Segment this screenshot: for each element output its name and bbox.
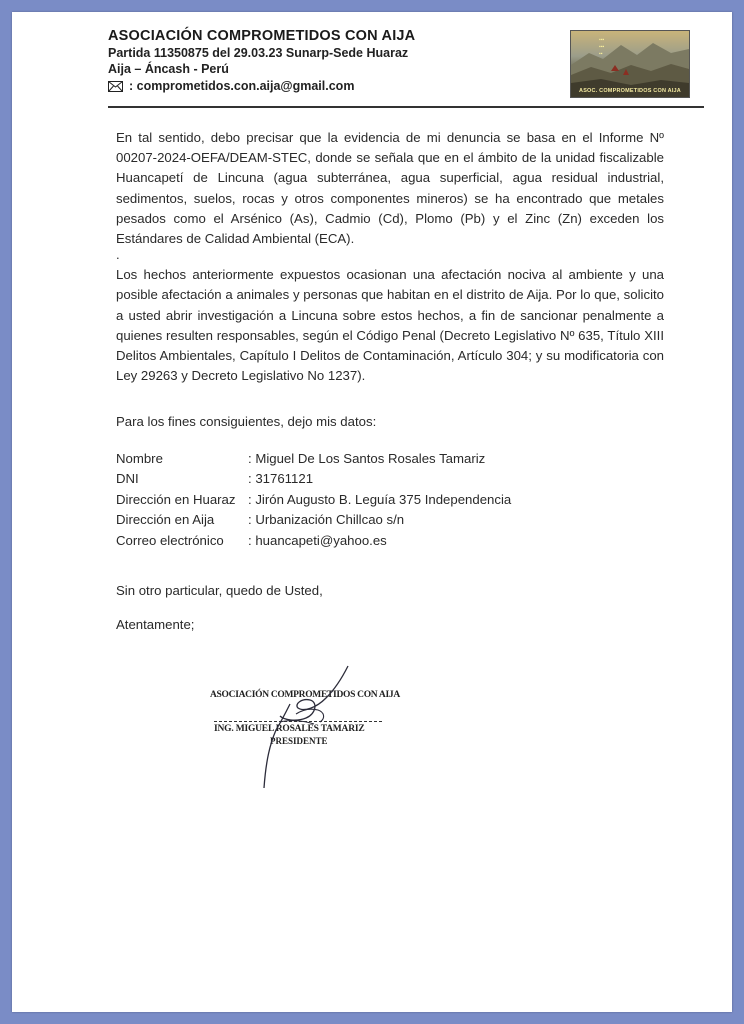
email-text: : comprometidos.con.aija@gmail.com (129, 79, 355, 93)
paragraph-evidence: En tal sentido, debo precisar que la evidencia de mi denuncia se basa en el Informe Nº 00207-2024-OEFA/DEAM-STEC, donde se señala que en el ámbito de la unidad fiscalizable Huancapetí de Lincuna (agua subterránea, agua superficial, agua residual industrial, sedimentos, suelos, rocas y otros componentes mineros) se ha encontrado que metales pesados como el Arsénico (As), Cadmio (Cd), Plomo (Pb) y el Zinc (Zn) exceden los Estándares de Calidad Ambiental (ECA). (116, 130, 664, 247)
letter-body (116, 128, 664, 636)
logo-brand-mark: ▪▪▪ ▪▪▪ ▪▪ (599, 37, 605, 57)
data-row (116, 469, 664, 490)
location-line: Aija – Áncash - Perú (108, 62, 229, 76)
association-logo (570, 30, 690, 98)
stamp-signer-name: ING. MIGUEL ROSALES TAMARIZ (214, 724, 365, 734)
header-divider (108, 106, 704, 108)
paragraph-request: Los hechos anteriormente expuestos ocasionan una afectación nociva al ambiente y una posible afectación a animales y personas que habitan en el distrito de Aija. Por lo que, solicito a usted abrir investigación a Lincuna sobre estos hechos, a fin de sancionar penalmente a quienes resulten responsables, según el Código Penal (Decreto Legislativo Nº 635, Título XIII Delitos Ambientales, Capítulo I Delitos de Contaminación, Artículo 304; y su modificatoria con Ley 29263 y Decreto Legislativo No 1237). (116, 267, 664, 384)
logo-caption: ASOC. COMPROMETIDOS CON AIJA (579, 88, 681, 94)
data-value: : Jirón Augusto B. Leguía 375 Independencia (248, 491, 512, 507)
data-label: DNI (116, 471, 139, 487)
org-name: ASOCIACIÓN COMPROMETIDOS CON AIJA (108, 28, 416, 44)
paragraph-datos-intro: Para los fines consiguientes, dejo mis datos: (116, 414, 377, 430)
data-row (116, 490, 664, 511)
data-label: Dirección en Aija (116, 512, 215, 528)
data-label: Correo electrónico (116, 532, 224, 548)
data-row (116, 531, 664, 552)
data-value: : huancapeti@yahoo.es (248, 532, 387, 548)
letterhead (108, 28, 608, 93)
envelope-icon (108, 81, 123, 92)
regards-line: Atentamente; (116, 617, 195, 633)
stamp-signer-title: PRESIDENTE (270, 736, 328, 746)
personal-data-list (116, 449, 664, 552)
data-row (116, 510, 664, 531)
data-value: : Urbanización Chillcao s/n (248, 512, 405, 528)
data-label: Dirección en Huaraz (116, 491, 236, 507)
stray-dot: . (116, 247, 120, 263)
registry-line: Partida 11350875 del 29.03.23 Sunarp-Sede Huaraz (108, 46, 409, 60)
email-line (108, 79, 608, 93)
data-value: : Miguel De Los Santos Rosales Tamariz (248, 450, 486, 466)
data-row (116, 449, 664, 470)
data-value: : 31761121 (248, 471, 314, 487)
signature-stamp (206, 664, 400, 794)
data-label: Nombre (116, 450, 163, 466)
handwritten-signature (206, 664, 386, 794)
closing-line: Sin otro particular, quedo de Usted, (116, 583, 323, 599)
stamp-org-name: ASOCIACIÓN COMPROMETIDOS CON AIJA (210, 690, 400, 700)
